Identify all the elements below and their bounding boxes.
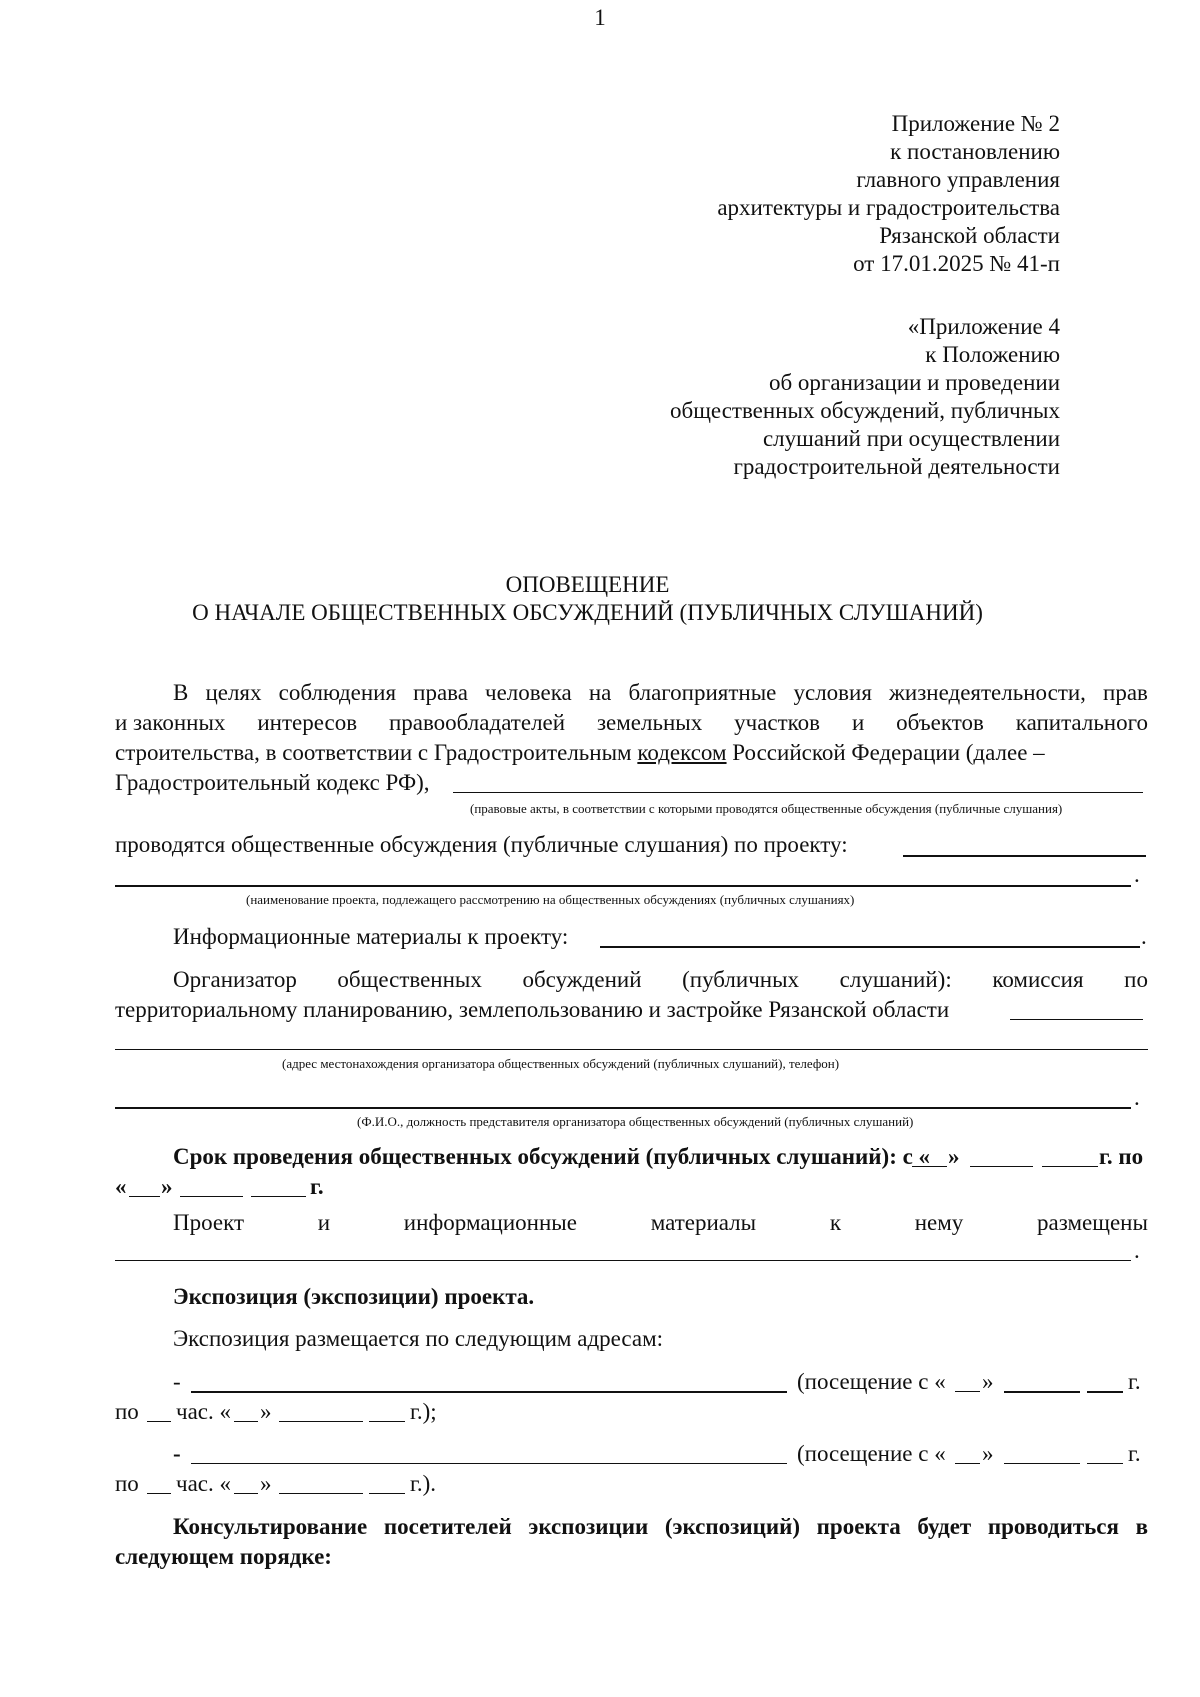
- address1-dash: -: [173, 1369, 181, 1394]
- address2-from-month-blank[interactable]: [1004, 1463, 1080, 1464]
- organizer-address-blank[interactable]: [115, 1049, 1148, 1050]
- address2-from-day-blank[interactable]: [955, 1463, 980, 1464]
- address2-to-year-blank[interactable]: [369, 1493, 405, 1494]
- para1-line1: В целях соблюдения права человека на благоприятные условия жизнедеятельности, прав: [173, 680, 1148, 705]
- info-materials-blank[interactable]: [600, 946, 1140, 948]
- organizer-line2: территориальному планированию, землепользованию и застройке Рязанской области: [115, 997, 950, 1022]
- legal-acts-blank[interactable]: [453, 792, 1143, 793]
- term-to-close: »: [161, 1174, 173, 1199]
- address1-hour-blank[interactable]: [147, 1421, 171, 1422]
- address1-from-day-blank[interactable]: [955, 1391, 980, 1392]
- organizer-line1: Организатор общественных обсуждений (публичных слушаний): комиссия по: [173, 967, 1148, 992]
- legal-acts-hint: (правовые акты, в соответствии с которыми проводятся общественные обсуждения (публичные слушания): [470, 801, 1063, 816]
- appendix-line: от 17.01.2025 № 41-п: [853, 251, 1060, 276]
- appendix-line: Рязанской области: [879, 223, 1060, 248]
- address1-from-month-blank[interactable]: [1004, 1391, 1080, 1393]
- project-blank-1[interactable]: [903, 855, 1146, 857]
- document-title: ОПОВЕЩЕНИЕ: [505, 572, 670, 597]
- address1-blank[interactable]: [191, 1391, 787, 1393]
- codex-link[interactable]: кодексом: [637, 740, 727, 765]
- address2-blank[interactable]: [191, 1463, 787, 1464]
- placed-end: .: [1134, 1238, 1140, 1263]
- address1-by: по: [115, 1399, 139, 1424]
- organizer-person-hint: (Ф.И.О., должность представителя организатора общественных обсуждений (публичных слушаний): [357, 1114, 914, 1129]
- term-year2: г.: [310, 1174, 324, 1199]
- address2-to-month-blank[interactable]: [279, 1493, 363, 1494]
- address1-to-month-blank[interactable]: [279, 1421, 363, 1422]
- appendix-line: Приложение № 2: [891, 111, 1060, 136]
- info-materials-label: Информационные материалы к проекту:: [173, 924, 569, 949]
- para1-line2: и законных интересов правообладателей земельных участков и объектов капитального: [115, 710, 1148, 735]
- address1-to-year-blank[interactable]: [369, 1421, 405, 1422]
- appendix-inner-block: [670, 313, 1060, 481]
- appendix-inner-line: к Положению: [925, 342, 1060, 367]
- organizer-end: .: [1134, 1085, 1140, 1110]
- exposition-addresses-label: Экспозиция размещается по следующим адресам:: [173, 1326, 664, 1351]
- term-from-close: »: [948, 1144, 960, 1169]
- address1-hours: час. «: [176, 1399, 231, 1424]
- address2-visit-open: (посещение с «: [797, 1441, 946, 1466]
- address2-to-day-blank[interactable]: [234, 1493, 258, 1494]
- exposition-heading: Экспозиция (экспозиции) проекта.: [173, 1284, 535, 1309]
- appendix-line: главного управления: [856, 167, 1060, 192]
- appendix-inner-line: градостроительной деятельности: [733, 454, 1060, 479]
- para1-line4: Градостроительный кодекс РФ),: [115, 770, 430, 795]
- consult-line2: следующем порядке:: [115, 1544, 332, 1569]
- term-to-month-blank[interactable]: [180, 1196, 243, 1197]
- project-end: .: [1134, 862, 1140, 887]
- appendix-inner-line: «Приложение 4: [907, 314, 1060, 339]
- document-subtitle: О НАЧАЛЕ ОБЩЕСТВЕННЫХ ОБСУЖДЕНИЙ (ПУБЛИЧНЫХ СЛУШАНИЙ): [192, 600, 983, 625]
- project-hint: (наименование проекта, подлежащего рассмотрению на общественных обсуждениях (публичных слушаниях): [246, 892, 855, 907]
- info-materials-end: .: [1141, 924, 1147, 949]
- organizer-address-hint: (адрес местонахождения организатора общественных обсуждений (публичных слушаний), телефон): [282, 1056, 840, 1071]
- term-from-day-blank[interactable]: [912, 1166, 947, 1167]
- page-number: 1: [594, 5, 606, 30]
- organizer-person-blank[interactable]: [115, 1107, 1131, 1109]
- term-label: Срок проведения общественных обсуждений (публичных слушаний): с «: [173, 1144, 931, 1169]
- appendix-inner-line: общественных обсуждений, публичных: [670, 398, 1060, 423]
- address1-from-year-blank[interactable]: [1087, 1391, 1123, 1393]
- term-from-year-blank[interactable]: [1042, 1166, 1098, 1167]
- term-to-year-blank[interactable]: [251, 1196, 306, 1197]
- address2-dash: -: [173, 1441, 181, 1466]
- project-label: проводятся общественные обсуждения (публичные слушания) по проекту:: [115, 832, 848, 857]
- address2-by: по: [115, 1471, 139, 1496]
- appendix-block: [717, 110, 1060, 278]
- placed-blank[interactable]: [115, 1260, 1131, 1261]
- address1-visit-close: »: [982, 1369, 994, 1394]
- placed-line: Проект и информационные материалы к нему размещены: [173, 1210, 1148, 1235]
- address2-visit-close: »: [982, 1441, 994, 1466]
- appendix-line: архитектуры и градостроительства: [717, 195, 1060, 220]
- address1-year: г.: [1128, 1369, 1141, 1394]
- term-to-open: «: [115, 1174, 127, 1199]
- appendix-inner-line: об организации и проведении: [768, 370, 1060, 395]
- address2-hour-blank[interactable]: [147, 1493, 171, 1494]
- term-from-month-blank[interactable]: [970, 1166, 1033, 1167]
- appendix-inner-line: слушаний при осуществлении: [762, 426, 1060, 451]
- appendix-line: к постановлению: [890, 139, 1060, 164]
- address2-year: г.: [1128, 1441, 1141, 1466]
- project-blank-2[interactable]: [115, 885, 1131, 887]
- address2-end: г.).: [410, 1471, 436, 1496]
- term-to-day-blank[interactable]: [129, 1196, 160, 1197]
- para1-line3: строительства, в соответствии с Градостроительным кодексом Российской Федерации (далее –: [115, 740, 1045, 765]
- address1-end: г.);: [410, 1399, 437, 1424]
- address2-from-year-blank[interactable]: [1087, 1463, 1123, 1464]
- term-year1: г. по: [1099, 1144, 1144, 1169]
- address1-close-q: »: [260, 1399, 272, 1424]
- address2-hours: час. «: [176, 1471, 231, 1496]
- address1-to-day-blank[interactable]: [234, 1421, 258, 1422]
- consult-line1: Консультирование посетителей экспозиции (экспозиций) проекта будет проводиться в: [173, 1514, 1148, 1539]
- address2-close-q: »: [260, 1471, 272, 1496]
- organizer-blank-1[interactable]: [1010, 1019, 1143, 1020]
- address1-visit-open: (посещение с «: [797, 1369, 946, 1394]
